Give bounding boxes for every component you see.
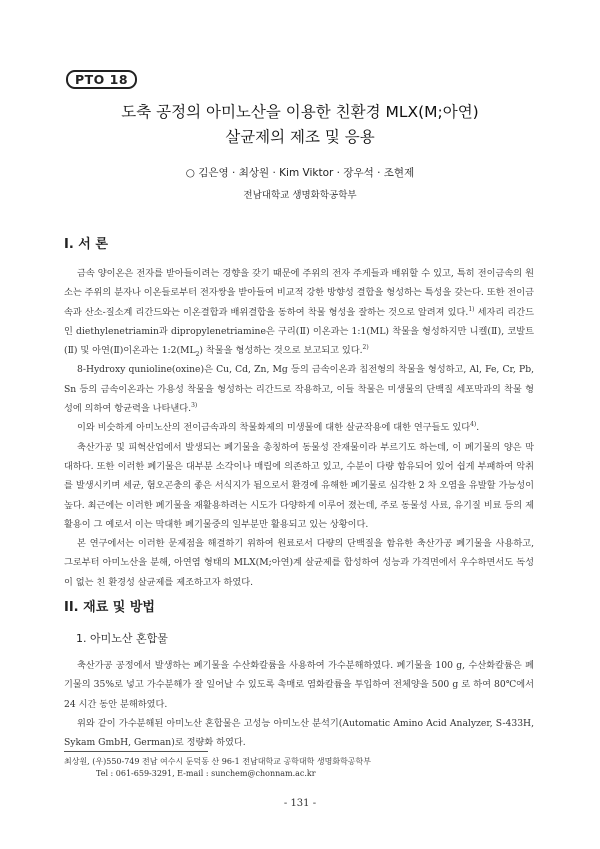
section-heading-introduction: I. 서 론 [64,237,108,252]
method-paragraph-1: 축산가공 공정에서 발생하는 폐기물을 수산화칼륨을 사용하여 가수분해하였다. 폐기물을 100 g, 수산화칼륨은 폐기물의 35%로 넣고 가수분해가 잘 일어날 수 있도록 촉매로 염화칼륨을 투입하여 전체양을 500 g 로 하여 80℃에서 24 시간 동안 분해하였다. [64,660,534,710]
footnote-divider [64,751,208,752]
subsection-heading-amino-acid: 1. 아미노산 혼합물 [76,632,168,645]
methods-body [64,656,534,752]
reference-1: 1) [468,305,475,313]
introduction-body [64,264,534,592]
intro-paragraph-1: 금속 양이온은 전자를 받아들이려는 경향을 갖기 때문에 주위의 전자 주게들과 배위할 수 있고, 특히 전이금속의 원소는 주위의 분자나 이온들로부터 전자쌍을 받아들여 비교적 강한 방향성 결합을 형성하는 특성을 갖는다. 또한 전이금속과 산소-질소계 리간드와는 이온결합과 배위결합을 동하여 착물 형성을 잘하는 것으로 알려져 있다.$^{1)}$ 세자리 리간드인 diethylenetriamin과 dipropylenetriamine은 구리(Ⅱ) 이온과는 1:1(ML) 착물을 형성하지만 니켈(Ⅱ), 코발트(Ⅱ) 및 아연(Ⅱ)이온과는 $1:2(ML_2)$ 착물을 형성하는 것으로 보고되고 있다.$^{2)}$ [64,268,535,359]
reference-2: 2) [362,344,369,352]
intro-paragraph-3: 이와 비슷하게 아미노산의 전이금속과의 착물화제의 미생물에 대한 살균작용에 대한 연구들도 있다$^{4)}$. [77,421,480,434]
reference-3: 3) [191,402,198,410]
method-paragraph-2: 위와 같이 가수분해된 아미노산 혼합물은 고성능 아미노산 분석기(Automatic Amino Acid Analyzer, S-433H, Sykam GmbH, German)로 정량화 하였다. [64,717,534,749]
title-line-2: 살균제의 제조 및 응용 [225,128,375,146]
intro-paragraph-2: 8-Hydroxy qunioline(oxine)은 Cu, Cd, Zn, Mg 등의 금속이온과 침전형의 착물을 형성하고, Al, Fe, Cr, Pb, Sn 등의 금속이온과는 가용성 착물을 형성하는 리간드로 작용하고, 이들 착물은 미생물의 단백질 세포막과의 착물 형성에 의하여 항균력을 나타낸다.$^{3)}$ [64,364,534,415]
intro-paragraph-4: 축산가공 및 피혁산업에서 발생되는 폐기물을 총칭하여 동물성 잔재물이라 부르기도 하는데, 이 폐기물의 양은 막대하다. 또한 이러한 폐기물은 대부분 소각이나 매립에 의존하고 있고, 수분이 다량 함유되어 있어 쉽게 부패하여 악취를 발생시키며 세균, 혐오곤충의 좋은 서식지가 됨으로서 환경에 유해한 폐기물로 심각한 2 차 오염을 유발할 가능성이 높다. 최근에는 이러한 폐기물을 재활용하려는 시도가 다양하게 이루어 졌는데, 주로 동물성 사료, 유기질 비료 등의 제활용이 그 예로서 이는 막대한 폐기물중의 일부분만 활용되고 있는 상황이다. [64,441,534,530]
page-number: - 131 - [283,798,317,809]
footnote-contact: Tel : 061-659-3291, E-mail : sunchem@chonnam.ac.kr [96,769,316,778]
section-heading-methods: II. 재료 및 방법 [64,600,155,615]
reference-4: 4) [470,421,477,429]
authors: ○ 김은영 · 최상원 · Kim Viktor · 장우석 · 조현제 [185,167,415,179]
footnote-address: 최상원, (우)550-749 전남 여수시 둔덕동 산 96-1 전남대학교 공학대학 생명화학공학부 [64,757,371,766]
paper-code-badge: PTO 18 [66,70,137,89]
intro-paragraph-5: 본 연구에서는 이러한 문제점을 해결하기 위하여 원료로서 다량의 단백질을 함유한 축산가공 폐기물을 사용하고, 그로부터 아미노산을 분해, 아연염 형태의 MLX(M;아연)계 살균제를 합성하여 성능과 가격면에서 우수하면서도 독성이 없는 친 환경성 살균제를 제조하고자 하였다. [64,538,534,588]
affiliation: 전남대학교 생명화학공학부 [243,190,357,201]
title-line-1: 도축 공정의 아미노산을 이용한 친환경 MLX(M;아연) [121,103,479,121]
